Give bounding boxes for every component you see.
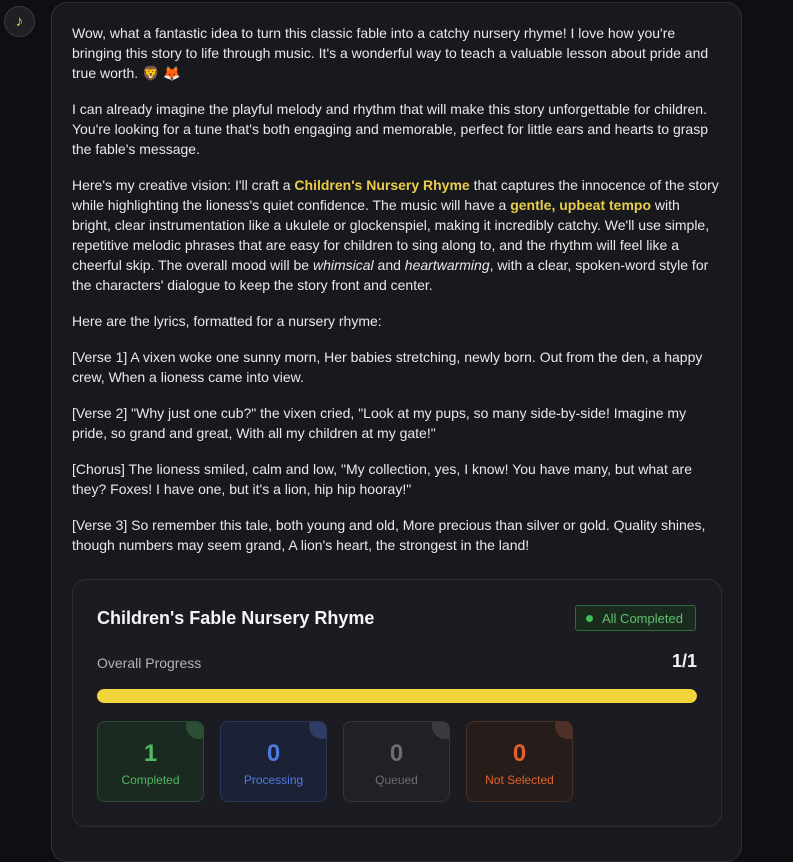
stat-label: Not Selected — [485, 773, 554, 787]
generation-status-card — [72, 579, 722, 827]
stat-queued — [343, 721, 450, 802]
assistant-message-bubble — [51, 2, 742, 862]
stat-label: Completed — [121, 773, 180, 787]
corner-decoration — [555, 721, 573, 739]
message-paragraph-intro: Wow, what a fantastic idea to turn this classic fable into a catchy nursery rhyme! I love how you're bringing this story to life through music. It's a wonderful way to teach a valuable lesson about pride and true worth. 🦁 🦊 — [72, 25, 709, 81]
stat-not-selected — [466, 721, 573, 802]
progress-bar-fill — [97, 689, 697, 703]
stat-label: Processing — [243, 773, 304, 787]
assistant-avatar — [4, 6, 35, 37]
emphasis-whimsical: whimsical — [312, 257, 374, 273]
music-note-icon: ♪ — [15, 13, 24, 30]
progress-label: Overall Progress — [97, 655, 202, 671]
status-badge-label: All Completed — [602, 610, 683, 626]
stat-label: Queued — [375, 773, 418, 787]
corner-decoration — [309, 721, 327, 739]
card-title: Children's Fable Nursery Rhyme — [97, 608, 375, 628]
lyrics-verse-3: [Verse 3] So remember this tale, both young and old, More precious than silver or gold. Quality shines, though numbers may seem grand, A lion's heart, the strongest in the land! — [72, 517, 706, 553]
corner-decoration — [432, 721, 450, 739]
highlight-genre: Children's Nursery Rhyme — [294, 177, 470, 193]
lyrics-chorus: [Chorus] The lioness smiled, calm and low, "My collection, yes, I know! You have many, but what are they? Foxes! I have one, but it's a lion, hip hip hooray!" — [72, 461, 692, 497]
status-badge — [575, 605, 696, 631]
message-paragraph-vision: Here's my creative vision: I'll craft a Children's Nursery Rhyme that captures the innocence of the story while highlighting the lioness's quiet confidence. The music will have a gentle, upbeat tempo with bright, clear instrumentation like a ukulele or glockenspiel, making it incredibly catchy. We'll use simple, repetitive melodic phrases that are easy for children to sing along to, and the rhythm will feel like a cheerful skip. The overall mood will be whimsical and heartwarming, with a clear, spoken-word style for the characters' dialogue to keep the story front and center. — [72, 177, 719, 293]
stat-value: 0 — [389, 740, 404, 767]
progress-bar — [97, 689, 697, 703]
stat-processing — [220, 721, 327, 802]
stat-value: 0 — [266, 740, 281, 767]
message-paragraph-lyrics-intro: Here are the lyrics, formatted for a nursery rhyme: — [72, 313, 382, 329]
message-paragraph-imagine: I can already imagine the playful melody and rhythm that will make this story unforgettable for children. You're looking for a tune that's both engaging and memorable, perfect for little ears and hearts to grasp the fable's message. — [72, 101, 709, 157]
stat-value: 1 — [143, 740, 158, 767]
corner-decoration — [186, 721, 204, 739]
highlight-tempo: gentle, upbeat tempo — [510, 197, 652, 213]
message-text — [72, 23, 722, 571]
progress-count: 1/1 — [671, 651, 697, 671]
lyrics-verse-2: [Verse 2] "Why just one cub?" the vixen cried, "Look at my pups, so many side-by-side! Imagine my pride, so grand and great, With all my children at my gate!" — [72, 405, 687, 441]
stat-completed — [97, 721, 204, 802]
lyrics-verse-1: [Verse 1] A vixen woke one sunny morn, Her babies stretching, newly born. Out from the den, a happy crew, When a lioness came into view. — [72, 349, 703, 385]
emphasis-heartwarming: heartwarming — [404, 257, 490, 273]
stat-value: 0 — [512, 740, 527, 767]
status-dot-icon — [586, 615, 593, 622]
